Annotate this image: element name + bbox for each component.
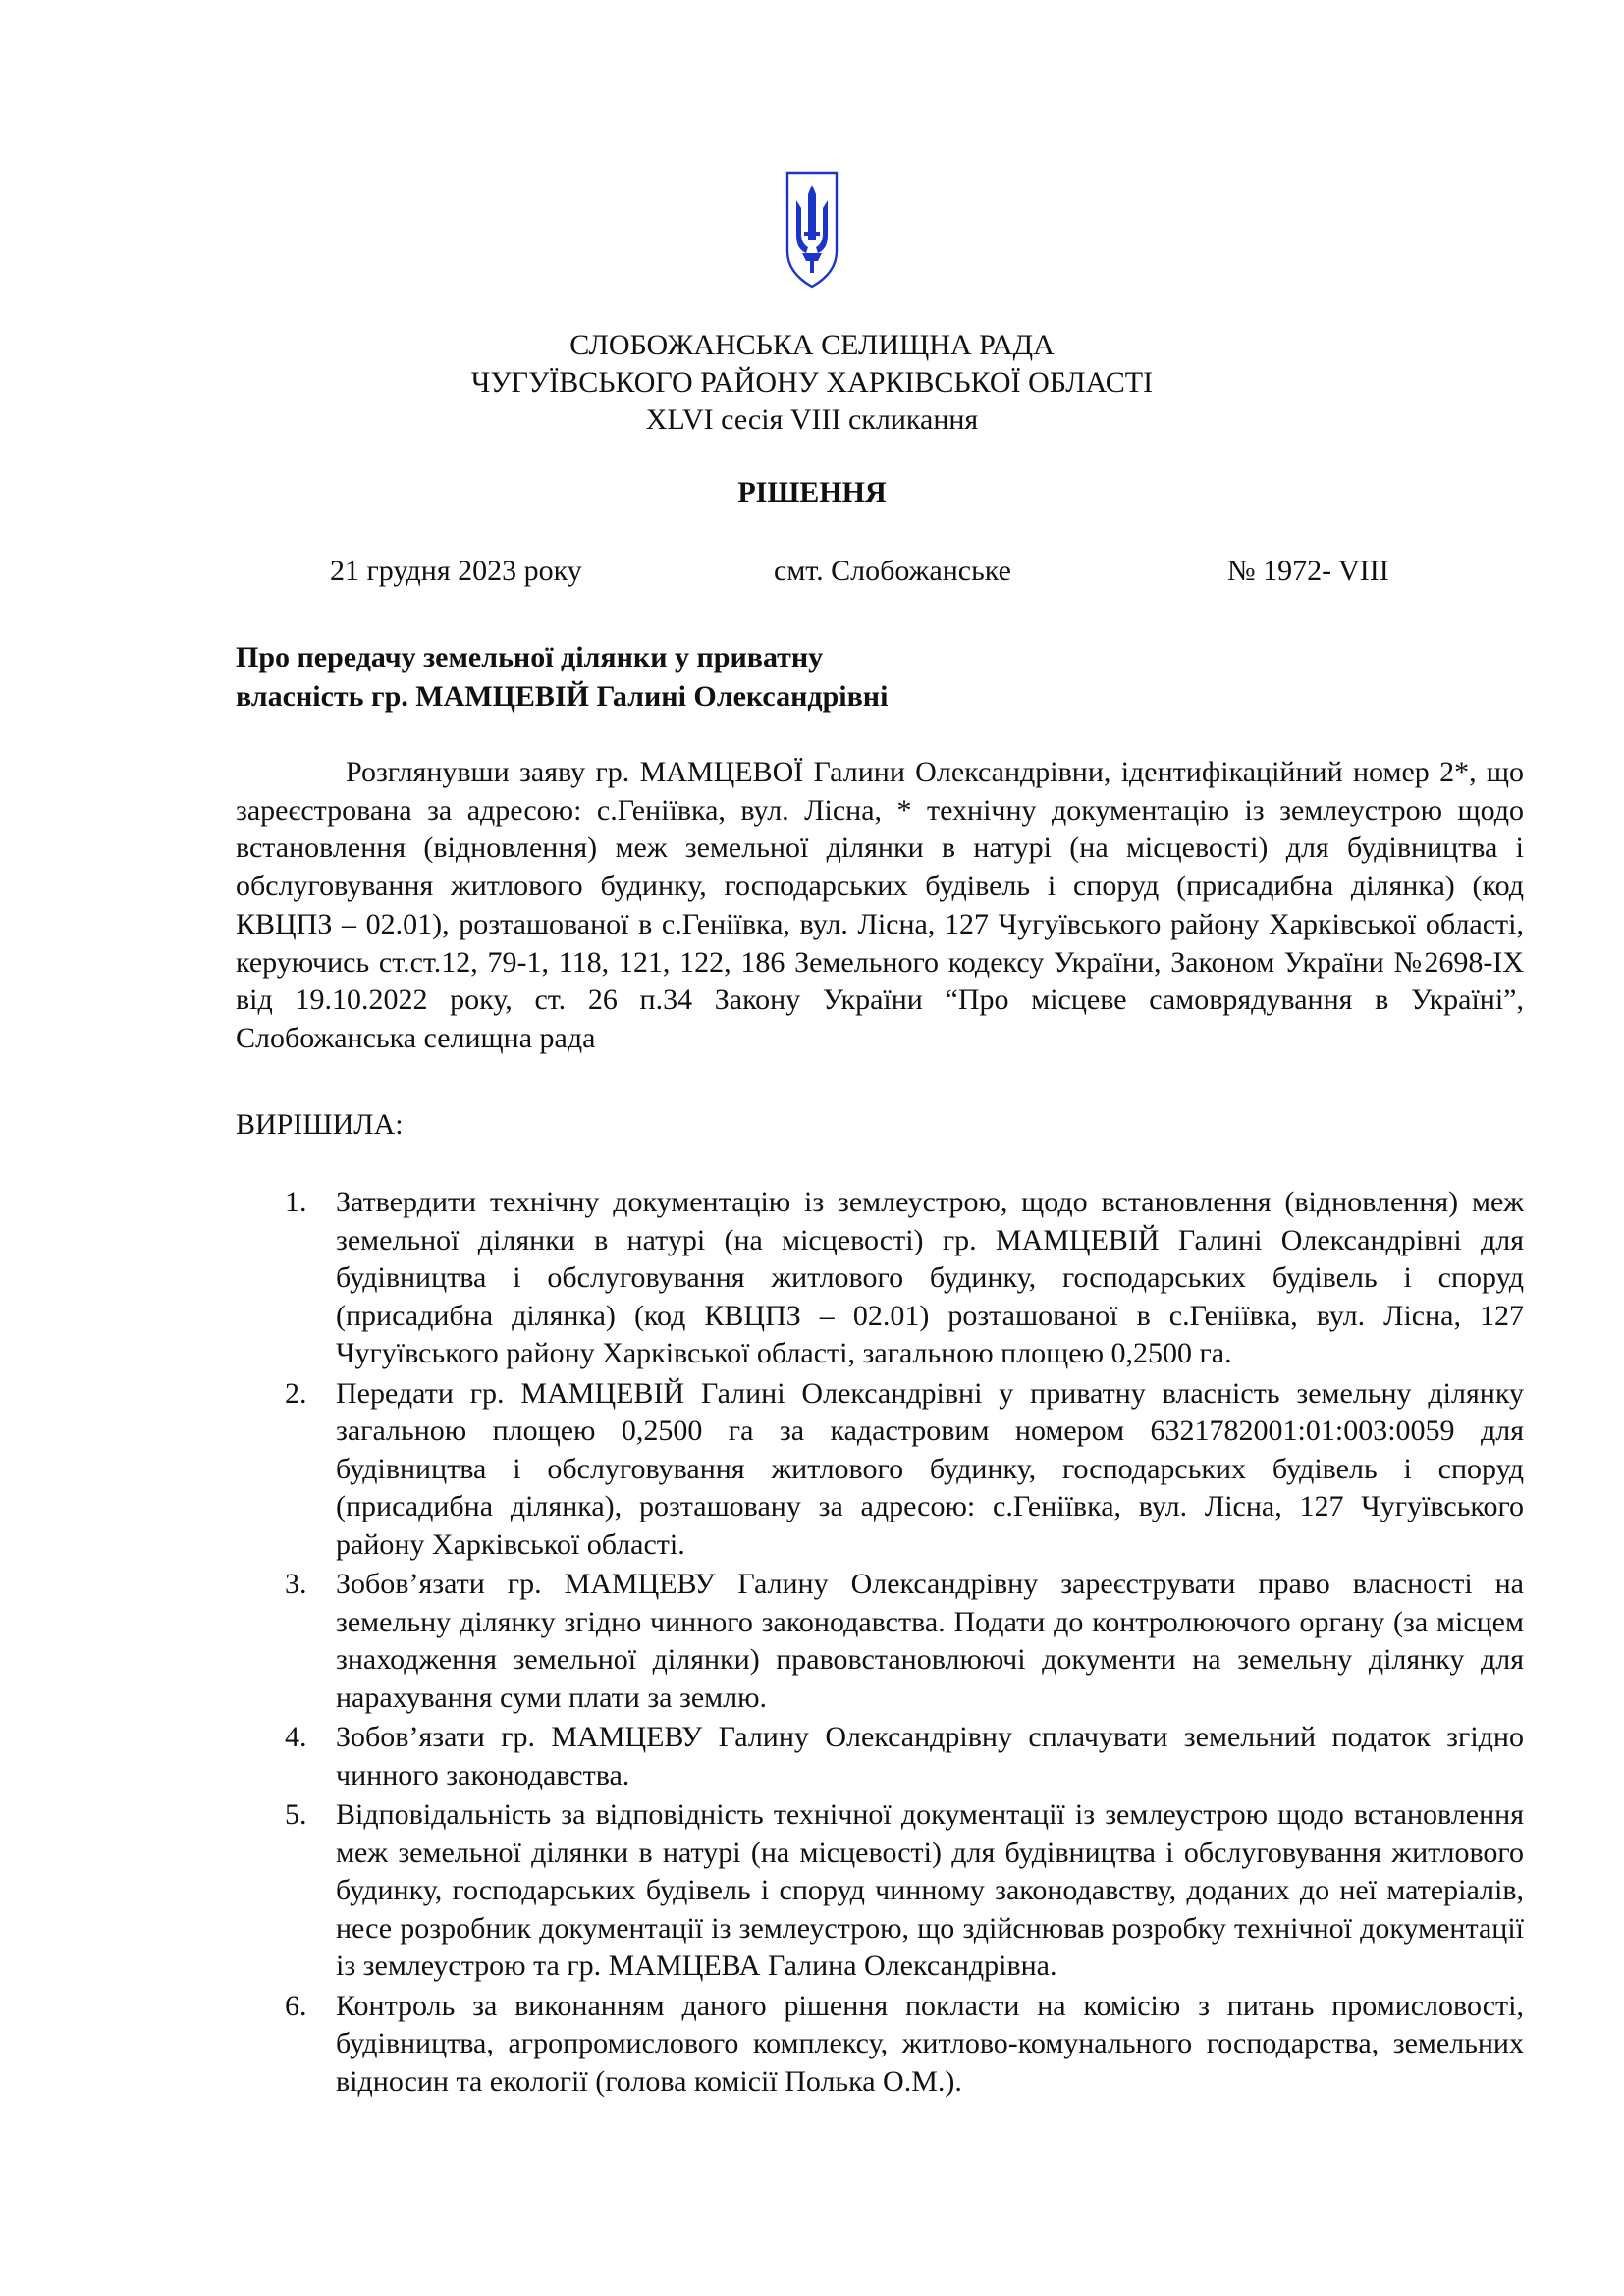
list-item bbox=[236, 1719, 1524, 1794]
council-name: СЛОБОЖАНСЬКА СЕЛИЩНА РАДА bbox=[569, 329, 1055, 361]
list-item bbox=[236, 1796, 1524, 1986]
list-item bbox=[236, 1184, 1524, 1373]
item-number: 2. bbox=[285, 1376, 307, 1410]
decision-items bbox=[236, 1184, 1524, 2103]
session-info: XLVI сесія VIII скликання bbox=[645, 403, 979, 436]
item-text: Передати гр. МАМЦЕВІЙ Галині Олександрівні у приватну власність земельну ділянку загальною площею 0,2500 га за кадастровим номером 6321782001:01:003:0059 для будівництва і обслуговування житлового будинку, господарських будівель і споруд (присадибна ділянка), розташовану за адресою: с.Геніївка, вул. Лісна, 127 Чугуївського району Харківської області. bbox=[336, 1376, 1524, 1561]
item-text: Відповідальність за відповідність технічної документації із землеустрою щодо встановлення меж земельної ділянки в натурі (на місцевості) для будівництва і обслуговування житлового будинку, господарських будівель і споруд чинному законодавству, доданих до неї матеріалів, несе розробник документації із землеустрою, що здійснював розробку технічної документації із землеустрою та гр. МАМЦЕВА Галина Олександрівна. bbox=[336, 1798, 1524, 1982]
list-item bbox=[236, 1566, 1524, 1717]
list-item bbox=[236, 1375, 1524, 1565]
item-text: Зобов’язати гр. МАМЦЕВУ Галину Олександрівну зареєструвати право власності на земельну ділянку згідно чинного законодавства. Подати до контролюючого органу (за місцем знаходження земельної ділянки) правовстановлюючі документи на земельну ділянку для нарахування суми плати за землю. bbox=[336, 1568, 1524, 1714]
item-number: 4. bbox=[285, 1721, 307, 1753]
document-title: РІШЕННЯ bbox=[737, 476, 887, 508]
coat-of-arms-icon bbox=[785, 171, 839, 289]
list-item bbox=[236, 1988, 1524, 2102]
item-number: 5. bbox=[285, 1798, 307, 1831]
item-number: 3. bbox=[285, 1568, 307, 1600]
decision-subject bbox=[236, 638, 888, 717]
item-number: 1. bbox=[285, 1186, 307, 1218]
decision-number: № 1972- VIII bbox=[1227, 555, 1389, 587]
item-text: Затвердити технічну документацію із землеустрою, щодо встановлення (відновлення) меж земельної ділянки в натурі (на місцевості) гр. МАМЦЕВІЙ Галині Олександрівні для будівництва і обслуговування житлового будинку, господарських будівель і споруд (присадибна ділянка) (код КВЦПЗ – 02.01) розташованої в с.Геніївка, вул. Лісна, 127 Чугуївського району Харківської області, загальною площею 0,2500 га. bbox=[336, 1186, 1524, 1369]
subject-line: власність гр. МАМЦЕВІЙ Галині Олександрівні bbox=[236, 680, 889, 713]
preamble-paragraph: Розглянувши заяву гр. МАМЦЕВОЇ Галини Олександрівни, ідентифікаційний номер 2*, що зареєстрована за адресою: с.Геніївка, вул. Лісна, * технічну документацію із землеустрою щодо встановлення (відновлення) меж земельної ділянки в натурі (на місцевості) для будівництва і обслуговування житлового будинку, господарських будівель і споруд (присадибна ділянка) (код КВЦПЗ – 02.01), розташованої в с.Геніївка, вул. Лісна, 127 Чугуївського району Харківської області, керуючись ст.ст.12, 79-1, 118, 121, 122, 186 Земельного кодексу України, Законом України №2698-ІХ від 19.10.2022 року, ст. 26 п.34 Закону України “Про місцеве самоврядування в Україні”, Слобожанська селищна рада bbox=[236, 756, 1524, 1054]
council-district: ЧУГУЇВСЬКОГО РАЙОНУ ХАРКІВСЬКОЇ ОБЛАСТІ bbox=[470, 366, 1154, 399]
item-text: Контроль за виконанням даного рішення покласти на комісію з питань промисловості, будівництва, агропромислового комплексу, житлово-комунального господарства, земельних відносин та екології (голова комісії Полька О.М.). bbox=[336, 1989, 1524, 2098]
item-text: Зобов’язати гр. МАМЦЕВУ Галину Олександрівну сплачувати земельний податок згідно чинного законодавства. bbox=[336, 1721, 1524, 1791]
item-number: 6. bbox=[285, 1989, 307, 2022]
decision-date: 21 грудня 2023 року bbox=[330, 555, 582, 587]
decided-label: ВИРІШИЛА: bbox=[236, 1108, 404, 1141]
decision-place: смт. Слобожанське bbox=[774, 555, 1011, 587]
subject-line: Про передачу земельної ділянки у приватну bbox=[236, 641, 824, 673]
